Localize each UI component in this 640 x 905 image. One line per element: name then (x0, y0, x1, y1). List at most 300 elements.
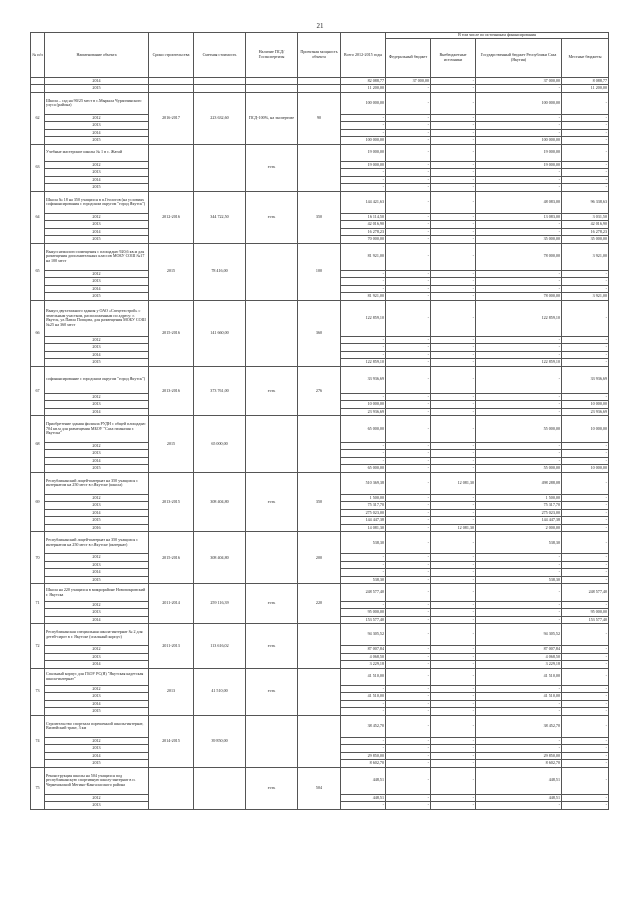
cell-republic: 498 288,08 (476, 472, 562, 494)
cell-offbudget: - (431, 802, 476, 810)
year-row (31, 77, 609, 85)
cell-total: 16 114,50 (341, 213, 386, 221)
header-republic: Государственный бюджет Республики Саха (Якутия) (476, 38, 562, 77)
cell-year: 2013 (45, 450, 149, 458)
cell-federal: - (386, 561, 431, 569)
cell-federal: - (386, 161, 431, 169)
cell-federal: - (386, 569, 431, 577)
cell-federal: 37 000,00 (386, 77, 431, 85)
cell-offbudget: 12 081,30 (431, 524, 476, 532)
cell-total: - (341, 122, 386, 130)
cell-local: - (562, 336, 609, 344)
cell-capacity (298, 416, 341, 473)
cell-num: 69 (31, 472, 45, 532)
cell-local: 10 000,00 (562, 401, 609, 409)
cell-republic: - (476, 393, 562, 401)
cell-republic: 78 000,00 (476, 243, 562, 270)
cell-republic: 19 000,00 (476, 144, 562, 161)
cell-federal: - (386, 300, 431, 336)
object-row (31, 624, 609, 646)
cell-psd: есть (246, 366, 298, 415)
cell-republic: 55 000,00 (476, 465, 562, 473)
cell-cost: 344 722,50 (194, 191, 246, 243)
cell-republic: 48 083,00 (476, 191, 562, 213)
cell-federal: - (386, 668, 431, 685)
cell-year: 2013 (45, 745, 149, 753)
cell-offbudget: - (431, 693, 476, 701)
cell-year: 2013 (45, 221, 149, 229)
cell-republic: - (476, 176, 562, 184)
cell-year: 2012 (45, 161, 149, 169)
cell-year: 2014 (45, 509, 149, 517)
object-row (31, 191, 609, 213)
cell-federal: - (386, 752, 431, 760)
header-federal: Федеральный бюджет (386, 38, 431, 77)
cell-republic: - (476, 450, 562, 458)
cell-empty (31, 85, 45, 93)
header-terms: Сроки строительства (149, 33, 194, 78)
cell-federal: - (386, 85, 431, 93)
cell-name: Школа – сад на 90/25 мест в с.Мырыла Чурапчинского улуса (района) (45, 92, 149, 114)
cell-republic: 78 000,00 (476, 293, 562, 301)
cell-offbudget: - (431, 752, 476, 760)
cell-federal: - (386, 616, 431, 624)
cell-local: - (562, 745, 609, 753)
cell-offbudget: - (431, 228, 476, 236)
cell-empty (149, 85, 194, 93)
cell-year: 2013 (45, 802, 149, 810)
cell-offbudget: - (431, 554, 476, 562)
cell-federal: - (386, 601, 431, 609)
cell-year: 2014 (45, 285, 149, 293)
cell-offbudget: - (431, 502, 476, 510)
cell-local: - (562, 137, 609, 145)
cell-local: - (562, 161, 609, 169)
cell-capacity (298, 144, 341, 191)
cell-total: - (341, 442, 386, 450)
cell-cost (194, 767, 246, 809)
cell-republic: 448,51 (476, 767, 562, 794)
cell-offbudget: - (431, 416, 476, 443)
cell-total: 65 000,00 (341, 465, 386, 473)
cell-total: 87 007,84 (341, 646, 386, 654)
cell-cost: 259 116,39 (194, 584, 246, 624)
cell-psd (246, 243, 298, 300)
cell-republic: - (476, 745, 562, 753)
cell-total: 10 000,00 (341, 401, 386, 409)
cell-republic: 275 023,00 (476, 509, 562, 517)
cell-year: 2012 (45, 270, 149, 278)
cell-terms: 2013-2016 (149, 366, 194, 415)
cell-local: - (562, 760, 609, 768)
cell-cost: 373 761,00 (194, 366, 246, 415)
cell-republic: - (476, 278, 562, 286)
cell-local: - (562, 624, 609, 646)
cell-local: - (562, 517, 609, 525)
cell-offbudget: - (431, 85, 476, 93)
cell-federal: - (386, 465, 431, 473)
cell-total: 122 859,10 (341, 300, 386, 336)
cell-terms: 2013-2015 (149, 472, 194, 532)
cell-num: 74 (31, 715, 45, 767)
cell-cost: 223 632,60 (194, 92, 246, 144)
cell-republic: - (476, 569, 562, 577)
cell-federal: - (386, 176, 431, 184)
cell-republic: 448,51 (476, 794, 562, 802)
table-body (31, 77, 609, 809)
header-psd: Наличие ПСД/ Госэкспертизы (246, 33, 298, 78)
cell-offbudget: - (431, 646, 476, 654)
cell-year: 2013 (45, 122, 149, 130)
cell-federal: - (386, 184, 431, 192)
cell-year: 2013 (45, 609, 149, 617)
cell-republic: - (476, 184, 562, 192)
cell-local: - (562, 509, 609, 517)
cell-local: - (562, 532, 609, 554)
cell-capacity: 200 (298, 532, 341, 584)
cell-offbudget: - (431, 708, 476, 716)
cell-year: 2015 (45, 85, 149, 93)
cell-year: 2013 (45, 169, 149, 177)
cell-year: 2014 (45, 176, 149, 184)
cell-offbudget: - (431, 442, 476, 450)
cell-federal: - (386, 457, 431, 465)
cell-psd: есть (246, 767, 298, 809)
object-row (31, 300, 609, 336)
cell-offbudget: - (431, 532, 476, 554)
cell-terms: 2012-2016 (149, 191, 194, 243)
cell-offbudget: - (431, 561, 476, 569)
cell-terms (149, 767, 194, 809)
cell-federal: - (386, 760, 431, 768)
cell-year: 2012 (45, 646, 149, 654)
cell-offbudget: - (431, 300, 476, 336)
cell-republic: 538,30 (476, 576, 562, 584)
cell-total: - (341, 336, 386, 344)
cell-num: 70 (31, 532, 45, 584)
cell-local: 23 936,69 (562, 408, 609, 416)
cell-federal: - (386, 767, 431, 794)
header-local: Местные бюджеты (562, 38, 609, 77)
cell-offbudget: - (431, 509, 476, 517)
cell-republic: - (476, 129, 562, 137)
cell-republic: 94 305,52 (476, 624, 562, 646)
cell-psd: есть (246, 472, 298, 532)
investment-table (30, 32, 609, 810)
cell-total: 510 369,38 (341, 472, 386, 494)
cell-republic: 37 000,00 (476, 77, 562, 85)
cell-local: - (562, 661, 609, 669)
cell-republic: 122 859,10 (476, 300, 562, 336)
cell-federal: - (386, 393, 431, 401)
cell-offbudget: - (431, 450, 476, 458)
cell-federal: - (386, 554, 431, 562)
cell-capacity: 100 (298, 243, 341, 300)
cell-year: 2012 (45, 114, 149, 122)
cell-federal: - (386, 517, 431, 525)
cell-republic: 122 859,10 (476, 359, 562, 367)
cell-federal: - (386, 129, 431, 137)
cell-total: 538,30 (341, 532, 386, 554)
cell-local: 3 921,00 (562, 293, 609, 301)
cell-name: Республиканский лицей-интернат на 350 учащихся с интернатом на 250 мест в г.Якутске (школа) (45, 472, 149, 494)
cell-local: - (562, 144, 609, 161)
cell-total: 144 421,63 (341, 191, 386, 213)
cell-offbudget: - (431, 137, 476, 145)
cell-federal: - (386, 416, 431, 443)
cell-total: 41 510,00 (341, 668, 386, 685)
cell-republic: - (476, 85, 562, 93)
cell-offbudget: - (431, 609, 476, 617)
cell-republic: - (476, 285, 562, 293)
cell-total: - (341, 169, 386, 177)
cell-local: - (562, 601, 609, 609)
cell-year: 2013 (45, 502, 149, 510)
cell-local: 248 577,40 (562, 584, 609, 601)
cell-year: 2014 (45, 752, 149, 760)
cell-federal: - (386, 344, 431, 352)
cell-local: 42 016,90 (562, 221, 609, 229)
cell-num: 62 (31, 92, 45, 144)
cell-psd: есть (246, 191, 298, 243)
cell-republic: 38 452,70 (476, 715, 562, 737)
cell-local: - (562, 129, 609, 137)
cell-republic: - (476, 221, 562, 229)
cell-offbudget: - (431, 114, 476, 122)
cell-offbudget: - (431, 221, 476, 229)
object-row (31, 144, 609, 161)
cell-federal: - (386, 472, 431, 494)
cell-total: - (341, 737, 386, 745)
cell-federal: - (386, 532, 431, 554)
cell-terms (149, 144, 194, 191)
cell-federal: - (386, 576, 431, 584)
cell-federal: - (386, 401, 431, 409)
cell-year: 2012 (45, 393, 149, 401)
cell-republic: 13 083,00 (476, 213, 562, 221)
cell-offbudget: - (431, 401, 476, 409)
cell-federal: - (386, 285, 431, 293)
cell-terms: 2011-2014 (149, 584, 194, 624)
cell-federal: - (386, 700, 431, 708)
cell-local: 8 088,77 (562, 77, 609, 85)
cell-capacity (298, 624, 341, 669)
cell-republic: - (476, 401, 562, 409)
cell-local: 3 031,50 (562, 213, 609, 221)
cell-total: 19 000,00 (341, 144, 386, 161)
cell-local: 35 000,00 (562, 236, 609, 244)
cell-num: 75 (31, 767, 45, 809)
cell-federal: - (386, 745, 431, 753)
cell-empty (246, 77, 298, 85)
cell-name: софинансирование с городским округом "город Якутск") (45, 366, 149, 393)
cell-federal: - (386, 693, 431, 701)
cell-empty (194, 85, 246, 93)
cell-terms: 2015 (149, 416, 194, 473)
cell-federal: - (386, 624, 431, 646)
cell-offbudget: - (431, 285, 476, 293)
cell-psd (246, 715, 298, 767)
cell-year: 2013 (45, 561, 149, 569)
cell-republic: 538,30 (476, 532, 562, 554)
cell-num: 67 (31, 366, 45, 415)
cell-republic: - (476, 685, 562, 693)
page-number: 21 (316, 22, 324, 30)
cell-total: - (341, 278, 386, 286)
cell-republic: - (476, 609, 562, 617)
cell-offbudget: - (431, 176, 476, 184)
cell-num: 68 (31, 416, 45, 473)
cell-total: 81 921,00 (341, 243, 386, 270)
cell-total: 100 000,00 (341, 137, 386, 145)
cell-cost: 308 404,80 (194, 472, 246, 532)
cell-year: 2012 (45, 442, 149, 450)
cell-republic: - (476, 351, 562, 359)
cell-terms: 2014-2015 (149, 715, 194, 767)
cell-republic: - (476, 554, 562, 562)
cell-local: - (562, 114, 609, 122)
cell-federal: - (386, 191, 431, 213)
cell-name: Школа № 18 на 350 учащихся в п.Геологов (на условиях софинансирования с городским округом "город Якутск") (45, 191, 149, 213)
cell-terms: 2011-2013 (149, 624, 194, 669)
cell-offbudget: - (431, 794, 476, 802)
cell-offbudget: - (431, 745, 476, 753)
cell-republic: - (476, 408, 562, 416)
cell-capacity: 220 (298, 584, 341, 624)
cell-republic: - (476, 336, 562, 344)
cell-offbudget: - (431, 213, 476, 221)
cell-num: 65 (31, 243, 45, 300)
cell-local: - (562, 122, 609, 130)
cell-offbudget: - (431, 92, 476, 114)
cell-offbudget: - (431, 293, 476, 301)
cell-federal: - (386, 653, 431, 661)
cell-num: 66 (31, 300, 45, 366)
cell-federal: - (386, 243, 431, 270)
cell-total: 29 850,00 (341, 752, 386, 760)
cell-total: - (341, 569, 386, 577)
cell-name: Республиканский лицей-интернат на 350 учащихся с интернатом на 250 мест в г.Якутске (интернат) (45, 532, 149, 554)
cell-offbudget: - (431, 685, 476, 693)
cell-local: - (562, 176, 609, 184)
cell-capacity: 90 (298, 92, 341, 144)
cell-total: 94 305,52 (341, 624, 386, 646)
cell-republic: 41 510,00 (476, 668, 562, 685)
cell-total: 153 577,40 (341, 616, 386, 624)
cell-total: 16 278,23 (341, 228, 386, 236)
cell-local: - (562, 270, 609, 278)
cell-cost: 39 850,00 (194, 715, 246, 767)
cell-local: - (562, 494, 609, 502)
cell-local: - (562, 554, 609, 562)
cell-total: - (341, 351, 386, 359)
cell-federal: - (386, 715, 431, 737)
header-cost: Сметная стоимость (194, 33, 246, 78)
cell-federal: - (386, 351, 431, 359)
cell-federal: - (386, 802, 431, 810)
cell-offbudget: - (431, 144, 476, 161)
cell-republic: - (476, 114, 562, 122)
cell-psd: есть (246, 144, 298, 191)
cell-year: 2014 (45, 77, 149, 85)
object-row (31, 715, 609, 737)
cell-total: 81 921,00 (341, 293, 386, 301)
cell-total: - (341, 745, 386, 753)
cell-total: - (341, 561, 386, 569)
cell-republic: 2 000,00 (476, 524, 562, 532)
cell-federal: - (386, 122, 431, 130)
cell-offbudget: - (431, 494, 476, 502)
cell-republic: 29 850,00 (476, 752, 562, 760)
cell-federal: - (386, 442, 431, 450)
cell-republic: 100 000,00 (476, 92, 562, 114)
cell-total: - (341, 457, 386, 465)
cell-num: 64 (31, 191, 45, 243)
cell-year: 2014 (45, 616, 149, 624)
cell-republic: - (476, 228, 562, 236)
header-num: № п/п (31, 33, 45, 78)
cell-capacity: 360 (298, 300, 341, 366)
cell-total: 23 936,69 (341, 408, 386, 416)
cell-total: 538,30 (341, 576, 386, 584)
cell-offbudget: - (431, 668, 476, 685)
cell-year: 2014 (45, 700, 149, 708)
cell-psd: ПСД-100%, на экспертизе (246, 92, 298, 144)
cell-local: 10 000,00 (562, 416, 609, 443)
header-name: Наименование объекта (45, 33, 149, 78)
cell-federal: - (386, 236, 431, 244)
cell-cost: 113 616,02 (194, 624, 246, 669)
cell-year: 2015 (45, 465, 149, 473)
cell-local: - (562, 700, 609, 708)
cell-local: - (562, 576, 609, 584)
cell-year: 2015 (45, 760, 149, 768)
cell-terms: 2015 (149, 243, 194, 300)
cell-name: Реконструкция школы на 504 учащихся под республиканскую спортивную школу-интернат в п. Черкехинский Мегино-Кангаласского района (45, 767, 149, 794)
cell-local: - (562, 472, 609, 494)
cell-local: - (562, 752, 609, 760)
cell-total: - (341, 700, 386, 708)
cell-republic: 144 447,38 (476, 517, 562, 525)
cell-republic: - (476, 457, 562, 465)
cell-year: 2015 (45, 137, 149, 145)
cell-total: - (341, 554, 386, 562)
cell-local: - (562, 285, 609, 293)
cell-local: - (562, 393, 609, 401)
cell-federal: - (386, 366, 431, 393)
cell-psd (246, 300, 298, 366)
cell-total: 75 317,70 (341, 502, 386, 510)
cell-empty (298, 77, 341, 85)
object-row (31, 92, 609, 114)
cell-year: 2012 (45, 554, 149, 562)
cell-local: - (562, 92, 609, 114)
cell-republic: - (476, 700, 562, 708)
header-total: Всего 2012-2015 годы (341, 33, 386, 78)
cell-republic: - (476, 169, 562, 177)
cell-republic: - (476, 737, 562, 745)
object-row (31, 243, 609, 270)
cell-name: Республиканская специальная школа-интернат № 2 для детей-сирот в г. Якутске (спальный корпус) (45, 624, 149, 646)
cell-offbudget: - (431, 169, 476, 177)
cell-offbudget: - (431, 336, 476, 344)
object-row (31, 532, 609, 554)
cell-year: 2013 (45, 693, 149, 701)
cell-total: 4 068,50 (341, 653, 386, 661)
cell-psd: есть (246, 624, 298, 669)
object-row (31, 584, 609, 601)
cell-empty (149, 77, 194, 85)
